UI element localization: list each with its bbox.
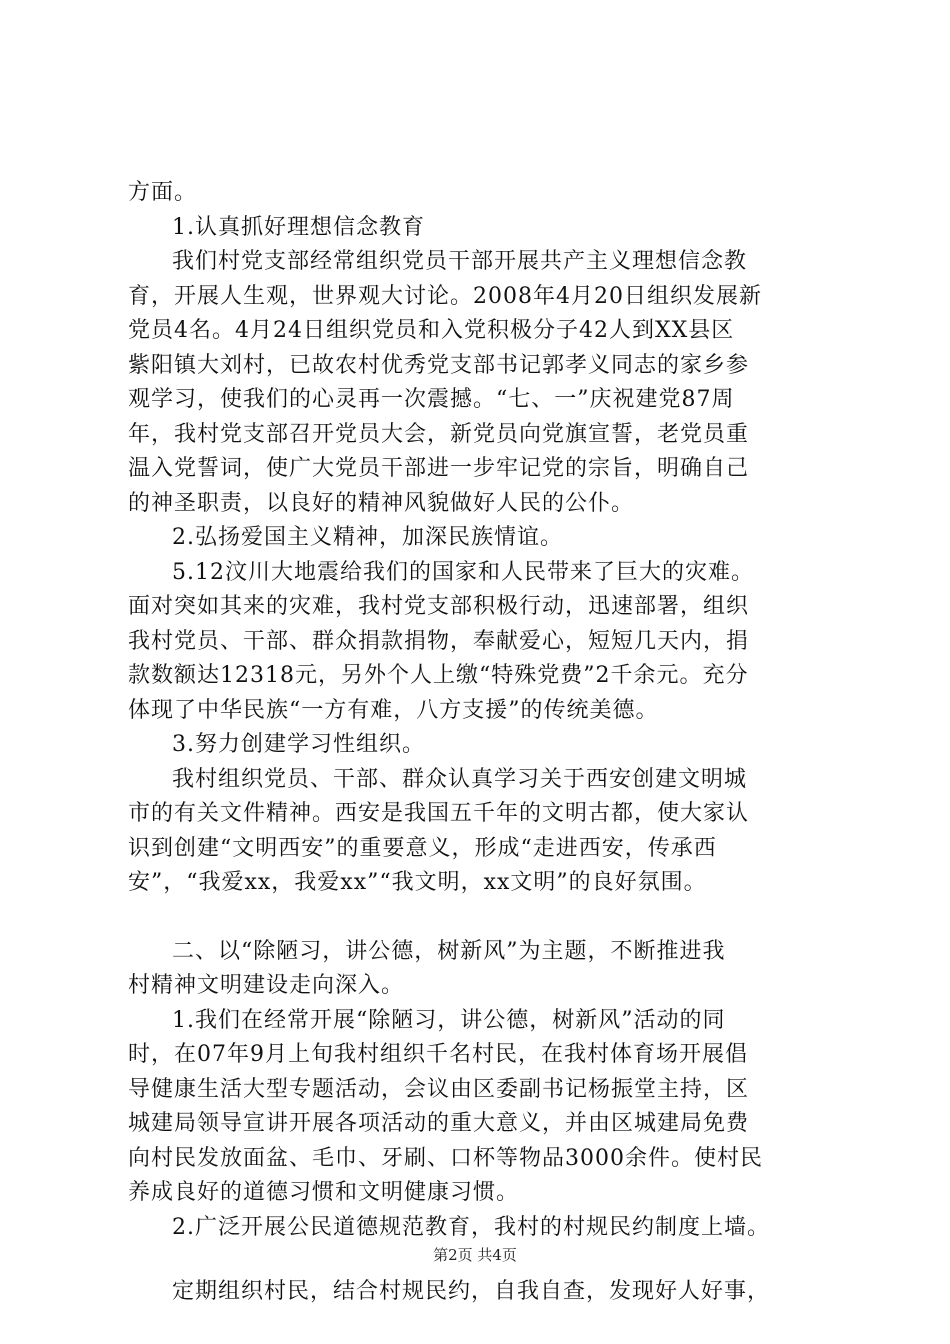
section-title: 二、以“除陋习，讲公德，树新风”为主题，不断推进我 [172, 938, 726, 964]
paragraph-line: 温入党誓词，使广大党员干部进一步牢记党的宗旨，明确自己 [128, 456, 750, 481]
paragraph-line: 村精神文明建设走向深入。 [128, 973, 405, 998]
paragraph-line: 安”，“我爱xx，我爱xx”“我文明，xx文明”的良好氛围。 [128, 870, 707, 895]
paragraph-line: 5.12汶川大地震给我们的国家和人民带来了巨大的灾难。 [172, 559, 754, 585]
paragraph-line: 面对突如其来的灾难，我村党支部积极行动，迅速部署，组织 [128, 594, 750, 619]
paragraph-line: 识到创建“文明西安”的重要意义，形成“走进西安，传承西 [128, 835, 717, 861]
document-body [128, 176, 828, 1310]
paragraph-line: 2.广泛开展公民道德规范教育，我村的村规民约制度上墙。 [172, 1214, 770, 1240]
paragraph-line: 育，开展人生观，世界观大讨论。2008年4月20日组织发展新 [128, 283, 762, 309]
paragraph-line: 市的有关文件精神。西安是我国五千年的文明古都，使大家认 [128, 801, 750, 826]
paragraph-line: 方面。 [128, 180, 198, 205]
section-heading: 1.认真抓好理想信念教育 [172, 214, 425, 240]
paragraph-line: 我村组织党员、干部、群众认真学习关于西安创建文明城 [172, 766, 748, 792]
paragraph-line: 城建局领导宣讲开展各项活动的重大意义，并由区城建局免费 [128, 1111, 750, 1136]
paragraph-line: 1.我们在经常开展“除陋习，讲公德，树新风”活动的同 [172, 1007, 726, 1033]
paragraph-line: 款数额达12318元，另外个人上缴“特殊党费”2千余元。充分 [128, 663, 749, 688]
paragraph-line: 我村党员、干部、群众捐款捐物，奉献爱心，短短几天内，捐 [128, 628, 750, 654]
section-heading: 3.努力创建学习性组织。 [172, 732, 425, 757]
paragraph-line: 向村民发放面盆、毛巾、牙刷、口杯等物品3000余件。使村民 [128, 1145, 763, 1171]
paragraph-line: 紫阳镇大刘村，已故农村优秀党支部书记郭孝义同志的家乡参 [128, 352, 750, 378]
paragraph-line: 体现了中华民族“一方有难，八方支援”的传统美德。 [128, 697, 659, 723]
paragraph-line: 导健康生活大型专题活动，会议由区委副书记杨振堂主持，区 [128, 1076, 750, 1102]
paragraph-line: 时，在07年9月上旬我村组织千名村民，在我村体育场开展倡 [128, 1042, 748, 1067]
paragraph-line: 我们村党支部经常组织党员干部开展共产主义理想信念教 [172, 249, 748, 274]
paragraph-line: 养成良好的道德习惯和文明健康习惯。 [128, 1180, 520, 1205]
section-heading: 2.弘扬爱国主义精神，加深民族情谊。 [172, 525, 563, 550]
page-number: 第2页 共4页 [433, 1246, 517, 1264]
paragraph-line: 观学习，使我们的心灵再一次震撼。“七、一”庆祝建党87周 [128, 387, 735, 412]
paragraph-line: 定期组织村民，结合村规民约，自我自查，发现好人好事， [172, 1279, 771, 1304]
paragraph-line: 的神圣职责，以良好的精神风貌做好人民的公仆。 [128, 490, 635, 516]
paragraph-line: 党员4名。4月24日组织党员和入党积极分子42人到XX县区 [128, 318, 735, 343]
paragraph-line: 年，我村党支部召开党员大会，新党员向党旗宣誓，老党员重 [128, 421, 750, 447]
